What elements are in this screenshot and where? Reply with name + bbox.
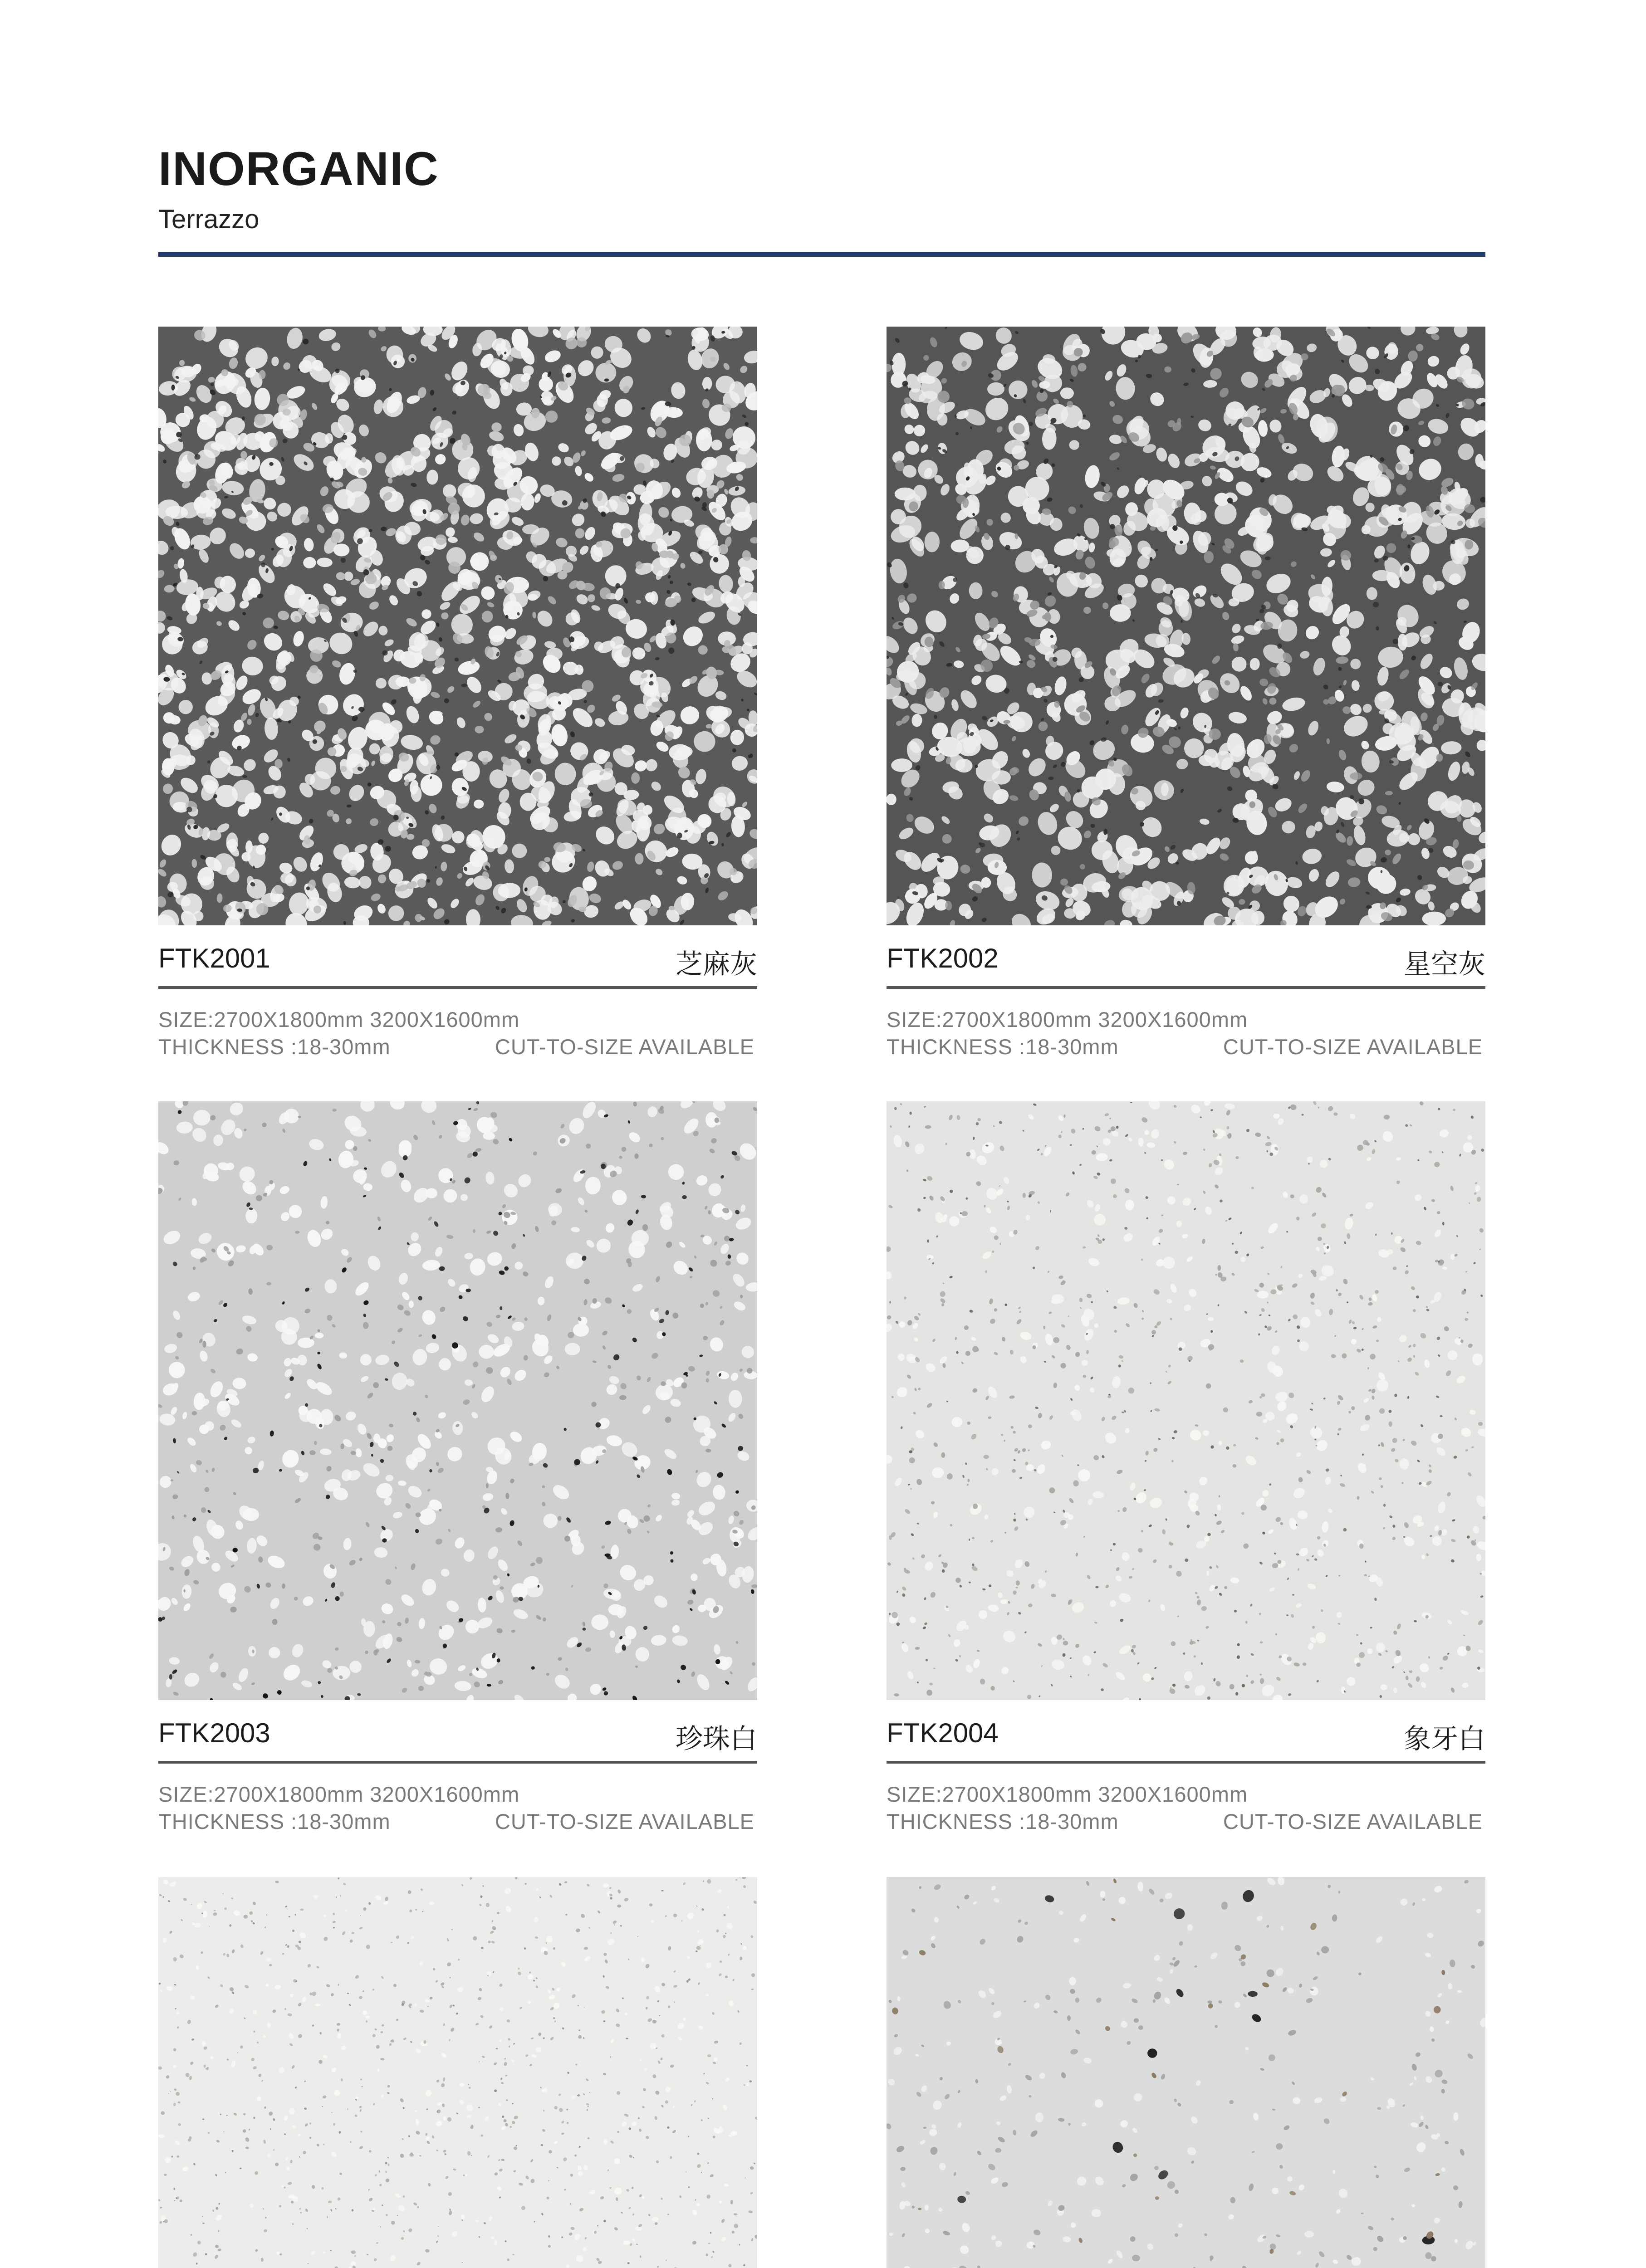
- product-card-ftk2001[interactable]: [158, 327, 757, 1061]
- product-name-cn: 象牙白: [1404, 1724, 1485, 1754]
- product-title-row: [158, 925, 757, 989]
- product-specs: [887, 1006, 1485, 1061]
- product-title-row: [887, 1700, 1485, 1764]
- product-code: FTK2002: [887, 943, 999, 973]
- thickness-spec: THICKNESS :18-30mm: [887, 1809, 1119, 1833]
- product-code: FTK2001: [158, 943, 270, 973]
- size-spec: SIZE:2700X1800mm 3200X1600mm: [887, 1782, 1248, 1806]
- product-card-ftk2023[interactable]: [887, 1877, 1485, 2268]
- cut-spec: CUT-TO-SIZE AVAILABLE: [1223, 1809, 1483, 1833]
- product-title-row: [158, 1700, 757, 1764]
- product-title-row: [887, 925, 1485, 989]
- page-header: [158, 142, 1485, 234]
- product-divider: [887, 986, 1485, 989]
- thickness-spec: THICKNESS :18-30mm: [158, 1035, 391, 1059]
- size-spec: SIZE:2700X1800mm 3200X1600mm: [158, 1007, 520, 1031]
- product-divider: [887, 1761, 1485, 1764]
- stone-swatch-image: [887, 1877, 1485, 2268]
- product-specs: [158, 1006, 757, 1061]
- cut-spec: CUT-TO-SIZE AVAILABLE: [1223, 1035, 1483, 1059]
- product-specs: [887, 1781, 1485, 1835]
- stone-swatch-image: [158, 327, 757, 925]
- product-name-cn: 星空灰: [1404, 949, 1485, 979]
- product-code: FTK2003: [158, 1718, 270, 1748]
- product-name-cn: 芝麻灰: [676, 949, 757, 979]
- page-subtitle: Terrazzo: [158, 205, 260, 234]
- product-card-ftk2004[interactable]: [887, 1101, 1485, 1835]
- product-card-ftk2005[interactable]: [158, 1877, 757, 2268]
- product-divider: [158, 986, 757, 989]
- product-code: FTK2004: [887, 1718, 999, 1748]
- product-specs: [158, 1781, 757, 1835]
- thickness-spec: THICKNESS :18-30mm: [887, 1035, 1119, 1059]
- page-title: INORGANIC: [158, 142, 439, 196]
- product-divider: [158, 1761, 757, 1764]
- thickness-spec: THICKNESS :18-30mm: [158, 1809, 391, 1833]
- size-spec: SIZE:2700X1800mm 3200X1600mm: [887, 1007, 1248, 1031]
- header-rule: [158, 252, 1485, 257]
- cut-spec: CUT-TO-SIZE AVAILABLE: [495, 1035, 754, 1059]
- product-card-ftk2002[interactable]: [887, 327, 1485, 1061]
- stone-swatch-image: [887, 1101, 1485, 1700]
- stone-swatch-image: [158, 1101, 757, 1700]
- cut-spec: CUT-TO-SIZE AVAILABLE: [495, 1809, 754, 1833]
- product-name-cn: 珍珠白: [676, 1724, 757, 1754]
- size-spec: SIZE:2700X1800mm 3200X1600mm: [158, 1782, 520, 1806]
- stone-swatch-image: [887, 327, 1485, 925]
- stone-swatch-image: [158, 1877, 757, 2268]
- product-card-ftk2003[interactable]: [158, 1101, 757, 1835]
